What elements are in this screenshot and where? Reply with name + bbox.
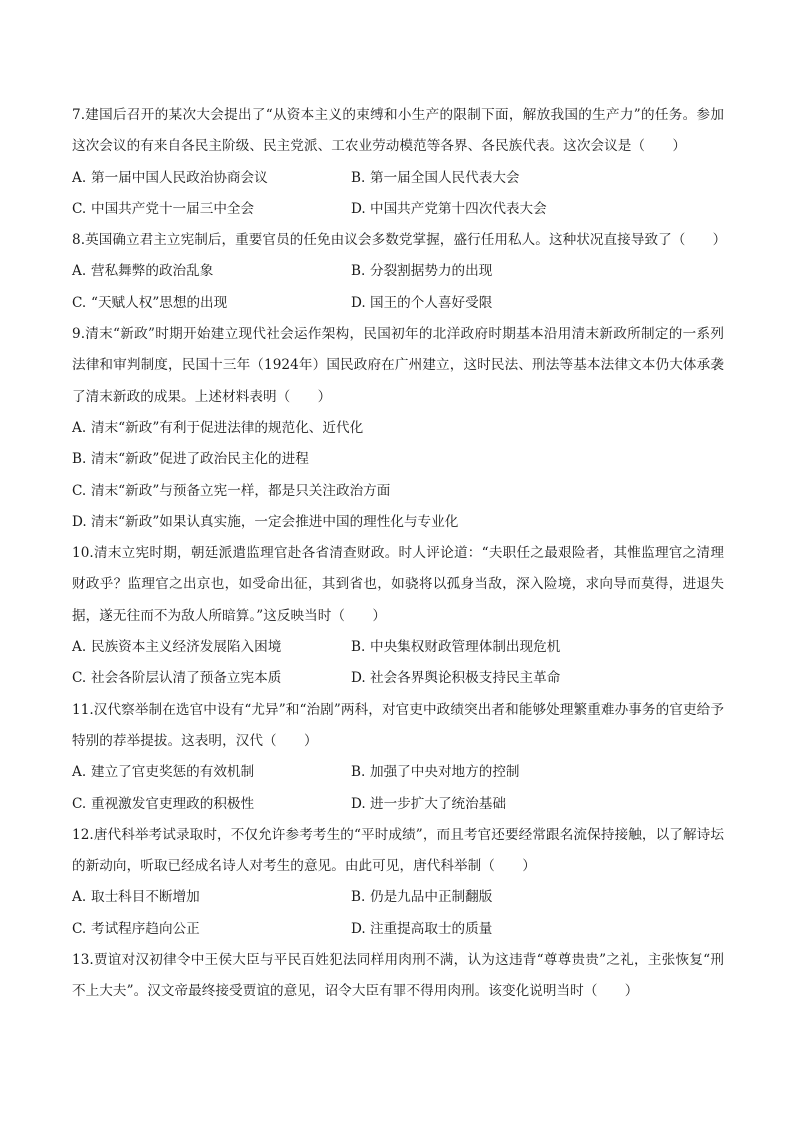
option-text: 分裂割据势力的出现	[370, 263, 493, 280]
option-b[interactable]: B. 加强了中央对地方的控制	[351, 764, 520, 781]
options-grid	[72, 163, 724, 226]
option-text: 进一步扩大了统治基础	[370, 795, 506, 812]
option-text: 重视激发官吏理政的积极性	[91, 795, 255, 812]
question-stem: 10.清末立宪时期，朝廷派遣监理官赴各省清查财政。时人评论道：“夫职任之最艰险者，其惟监理官之清理财政乎？监理官之出京也，如受命出征，其到省也，如骁将以孤身当敌，深入险境，求向导而莫得，进退失据，遂无往而不为敌人所暗算。”这反映当时（ ）	[72, 545, 724, 624]
option-d[interactable]: D. 清末“新政”如果认真实施，一定会推进中国的理性化与专业化	[72, 513, 459, 530]
option-c[interactable]: C. 考试程序趋向公正	[72, 920, 200, 937]
option-text: 中央集权财政管理体制出现危机	[370, 639, 561, 656]
question-13	[72, 945, 724, 1008]
question-11	[72, 695, 724, 820]
options-grid	[72, 757, 724, 820]
option-a[interactable]: A. 民族资本主义经济发展陷入困境	[72, 639, 282, 656]
option-text: 国王的个人喜好受限	[370, 294, 493, 311]
options-list	[72, 413, 724, 538]
question-7	[72, 100, 724, 225]
option-b[interactable]: B. 分裂割据势力的出现	[351, 263, 493, 280]
question-8	[72, 225, 727, 319]
option-text: 仍是九品中正制翻版	[370, 889, 493, 906]
option-text: 中国共产党第十四次代表大会	[370, 200, 547, 217]
option-text: 取士科目不断增加	[91, 889, 200, 906]
option-a[interactable]: A. 取士科目不断增加	[72, 889, 200, 906]
option-text: 建立了官吏奖惩的有效机制	[91, 764, 255, 781]
option-text: 注重提高取士的质量	[370, 920, 493, 937]
question-10	[72, 538, 724, 694]
option-text: 社会各界舆论积极支持民主革命	[370, 670, 561, 687]
option-text: 民族资本主义经济发展陷入困境	[91, 639, 282, 656]
option-text: 清末“新政”促进了政治民主化的进程	[91, 451, 309, 468]
option-c[interactable]: C. 清末“新政”与预备立宪一样，都是只关注政治方面	[72, 482, 391, 499]
option-text: 清末“新政”与预备立宪一样，都是只关注政治方面	[91, 482, 391, 499]
option-a[interactable]: A. 第一届中国人民政治协商会议	[72, 169, 268, 186]
option-text: 清末“新政”如果认真实施，一定会推进中国的理性化与专业化	[91, 513, 459, 530]
option-c[interactable]: C. 社会各阶层认清了预备立宪本质	[72, 670, 282, 687]
question-page	[72, 100, 727, 1008]
question-9	[72, 319, 724, 538]
option-d[interactable]: D. 进一步扩大了统治基础	[351, 795, 506, 812]
option-text: 考试程序趋向公正	[91, 920, 200, 937]
option-text: “天赋人权”思想的出现	[91, 294, 228, 311]
option-text: 加强了中央对地方的控制	[370, 764, 520, 781]
option-c[interactable]: C. “天赋人权”思想的出现	[72, 294, 228, 311]
option-b[interactable]: B. 中央集权财政管理体制出现危机	[351, 639, 561, 656]
option-text: 社会各阶层认清了预备立宪本质	[91, 670, 282, 687]
question-stem: 9.清末“新政”时期开始建立现代社会运作架构，民国初年的北洋政府时期基本沿用清末新政所制定的一系列法律和审判制度，民国十三年（1924年）国民政府在广州建立，这时民法、刑法等基本法律文本仍大体承袭了清末新政的成果。上述材料表明（ ）	[72, 326, 724, 405]
option-a[interactable]: A. 建立了官吏奖惩的有效机制	[72, 764, 255, 781]
question-stem: 8.英国确立君主立宪制后，重要官员的任免由议会多数党掌握，盛行任用私人。这种状况直接导致了（ ）	[72, 232, 727, 249]
option-text: 中国共产党十一届三中全会	[91, 200, 255, 217]
option-d[interactable]: D. 社会各界舆论积极支持民主革命	[351, 670, 561, 687]
question-12	[72, 820, 724, 945]
options-grid	[72, 882, 724, 945]
question-stem: 7.建国后召开的某次大会提出了“从资本主义的束缚和小生产的限制下面，解放我国的生产力”的任务。参加这次会议的有来自各民主阶级、民主党派、工农业劳动模范等各界、各民族代表。这次会议是（ ）	[72, 107, 724, 155]
option-a[interactable]: A. 营私舞弊的政治乱象	[72, 263, 214, 280]
option-d[interactable]: D. 中国共产党第十四次代表大会	[351, 200, 547, 217]
option-b[interactable]: B. 清末“新政”促进了政治民主化的进程	[72, 451, 309, 468]
option-a[interactable]: A. 清末“新政”有利于促进法律的规范化、近代化	[72, 419, 364, 436]
option-text: 第一届中国人民政治协商会议	[91, 169, 268, 186]
option-text: 清末“新政”有利于促进法律的规范化、近代化	[91, 419, 364, 436]
options-grid	[72, 256, 724, 319]
option-c[interactable]: C. 重视激发官吏理政的积极性	[72, 795, 255, 812]
question-stem: 12.唐代科举考试录取时，不仅允许参考考生的“平时成绩”，而且考官还要经常跟名流保持接触，以了解诗坛的新动向，听取已经成名诗人对考生的意见。由此可见，唐代科举制（ ）	[72, 826, 724, 875]
option-d[interactable]: D. 国王的个人喜好受限	[351, 294, 493, 311]
question-stem: 11.汉代察举制在选官中设有“尤异”和“治剧”两科，对官吏中政绩突出者和能够处理繁重难办事务的官吏给予特别的荐举提拔。这表明，汉代（ ）	[72, 701, 724, 749]
option-text: 营私舞弊的政治乱象	[91, 263, 214, 280]
options-grid	[72, 632, 724, 695]
option-text: 第一届全国人民代表大会	[370, 169, 520, 186]
option-c[interactable]: C. 中国共产党十一届三中全会	[72, 200, 255, 217]
option-d[interactable]: D. 注重提高取士的质量	[351, 920, 493, 937]
option-b[interactable]: B. 第一届全国人民代表大会	[351, 169, 520, 186]
question-stem: 13.贾谊对汉初律令中王侯大臣与平民百姓犯法同样用肉刑不满，认为这违背“尊尊贵贵”之礼，主张恢复“刑不上大夫”。汉文帝最终接受贾谊的意见，诏令大臣有罪不得用肉刑。该变化说明当时（ ）	[72, 952, 724, 1000]
option-b[interactable]: B. 仍是九品中正制翻版	[351, 889, 493, 906]
